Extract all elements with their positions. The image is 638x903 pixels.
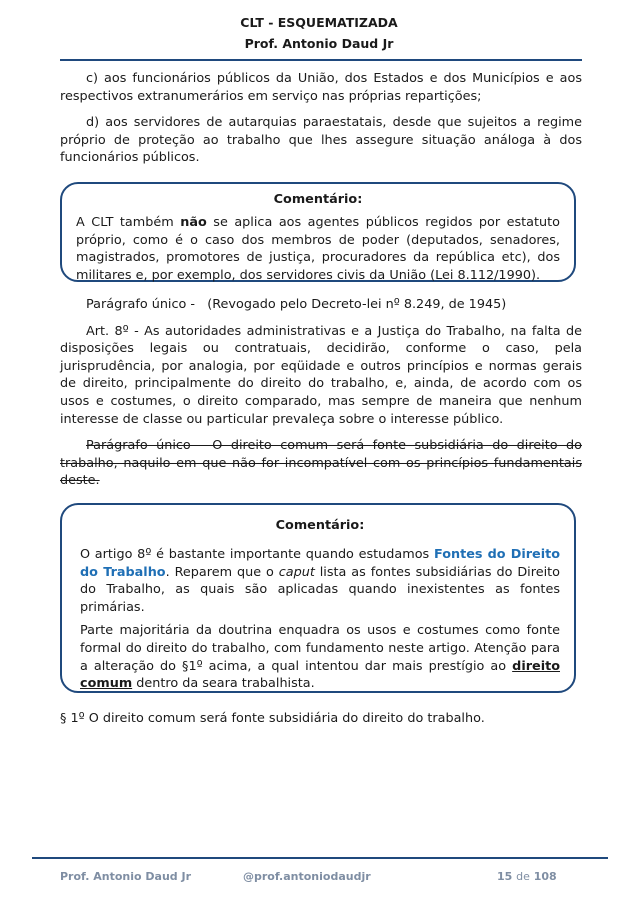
header-divider <box>60 59 582 61</box>
article-8-paragrafo-unico-revoked: Parágrafo único - O direito comum será fonte subsidiária do direito do trabalho, naquilo em que não for incompatível com os princípios fundamentais deste. <box>60 438 582 489</box>
comment-paragraph-1 <box>80 546 560 616</box>
page-current: 15 <box>497 870 513 883</box>
page-total: 108 <box>533 870 557 883</box>
caput-italic: caput <box>278 564 315 580</box>
page-of: de <box>516 870 530 883</box>
document-title: CLT - ESQUEMATIZADA <box>240 15 398 30</box>
comment-text <box>76 214 560 284</box>
comment-text-part: Parte majoritária da doutrina enquadra os usos e costumes como fonte formal do direito do trabalho, com fundamento neste artigo. Atenção para a alteração do §1º acima, a qual intentou dar mais prestígio ao <box>80 623 560 674</box>
comment-title: Comentário: <box>275 518 365 533</box>
document-author: Prof. Antonio Daud Jr <box>244 36 394 51</box>
comment-text-part: lista as fontes subsidiárias do Direito do Trabalho, as quais são aplicadas quando inexistentes as fontes primárias. <box>80 564 560 615</box>
comment-box-2 <box>60 503 576 693</box>
page-header <box>0 14 638 52</box>
comment-text-part: . Reparem que o <box>165 564 279 580</box>
footer-author: Prof. Antonio Daud Jr <box>60 870 191 883</box>
footer-handle: @prof.antoniodaudjr <box>243 870 371 883</box>
paragraph-1: § 1º O direito comum será fonte subsidiária do direito do trabalho. <box>60 711 485 726</box>
comment-text-part: se aplica aos agentes públicos regidos por estatuto próprio, como é o caso dos membros de poder (deputados, senadores, magistrados, promotores de justiça, procuradores da república etc), dos militares e, por exemplo, dos servidores civis da União (Lei 8.112/1990). <box>76 215 560 283</box>
comment-paragraph-2 <box>80 622 560 692</box>
direito-comum-emphasis: direito comum <box>80 658 560 692</box>
body-section-top <box>60 70 582 173</box>
article-8: Art. 8º - As autoridades administrativas e a Justiça do Trabalho, na falta de disposições legais ou contratuais, decidirão, conforme o caso, pela jurisprudência, por analogia, por eqüidade e outros princípios e normas gerais de direito, principalmente do direito do trabalho, e, ainda, de acordo com os usos e costumes, o direito comparado, mas sempre de maneira que nenhum interesse de classe ou particular prevaleça sobre o interesse público. <box>60 323 582 427</box>
comment-emphasis: não <box>180 215 207 230</box>
paragrafo-unico: Parágrafo único - (Revogado pelo Decreto-lei nº 8.249, de 1945) <box>86 297 507 312</box>
body-section-bottom <box>60 710 582 734</box>
comment-text-part: A CLT também <box>76 215 181 230</box>
body-section-middle <box>60 296 582 496</box>
paragraph-d: d) aos servidores de autarquias paraestatais, desde que sujeitos a regime próprio de proteção ao trabalho que lhes assegure situação análoga à dos funcionários públicos. <box>60 115 582 166</box>
footer-page-number <box>497 870 557 883</box>
comment-box-1 <box>60 182 576 282</box>
comment-text-part: O artigo 8º é bastante importante quando estudamos <box>80 547 434 562</box>
paragraph-c: c) aos funcionários públicos da União, dos Estados e dos Municípios e aos respectivos extranumerários em serviço nas próprias repartições; <box>60 71 582 104</box>
comment-title: Comentário: <box>273 192 363 207</box>
comment-text-part: dentro da seara trabalhista. <box>132 676 315 692</box>
highlight-fontes-do-direito: Fontes do Direito do Trabalho <box>80 547 561 580</box>
footer-divider <box>32 857 608 859</box>
